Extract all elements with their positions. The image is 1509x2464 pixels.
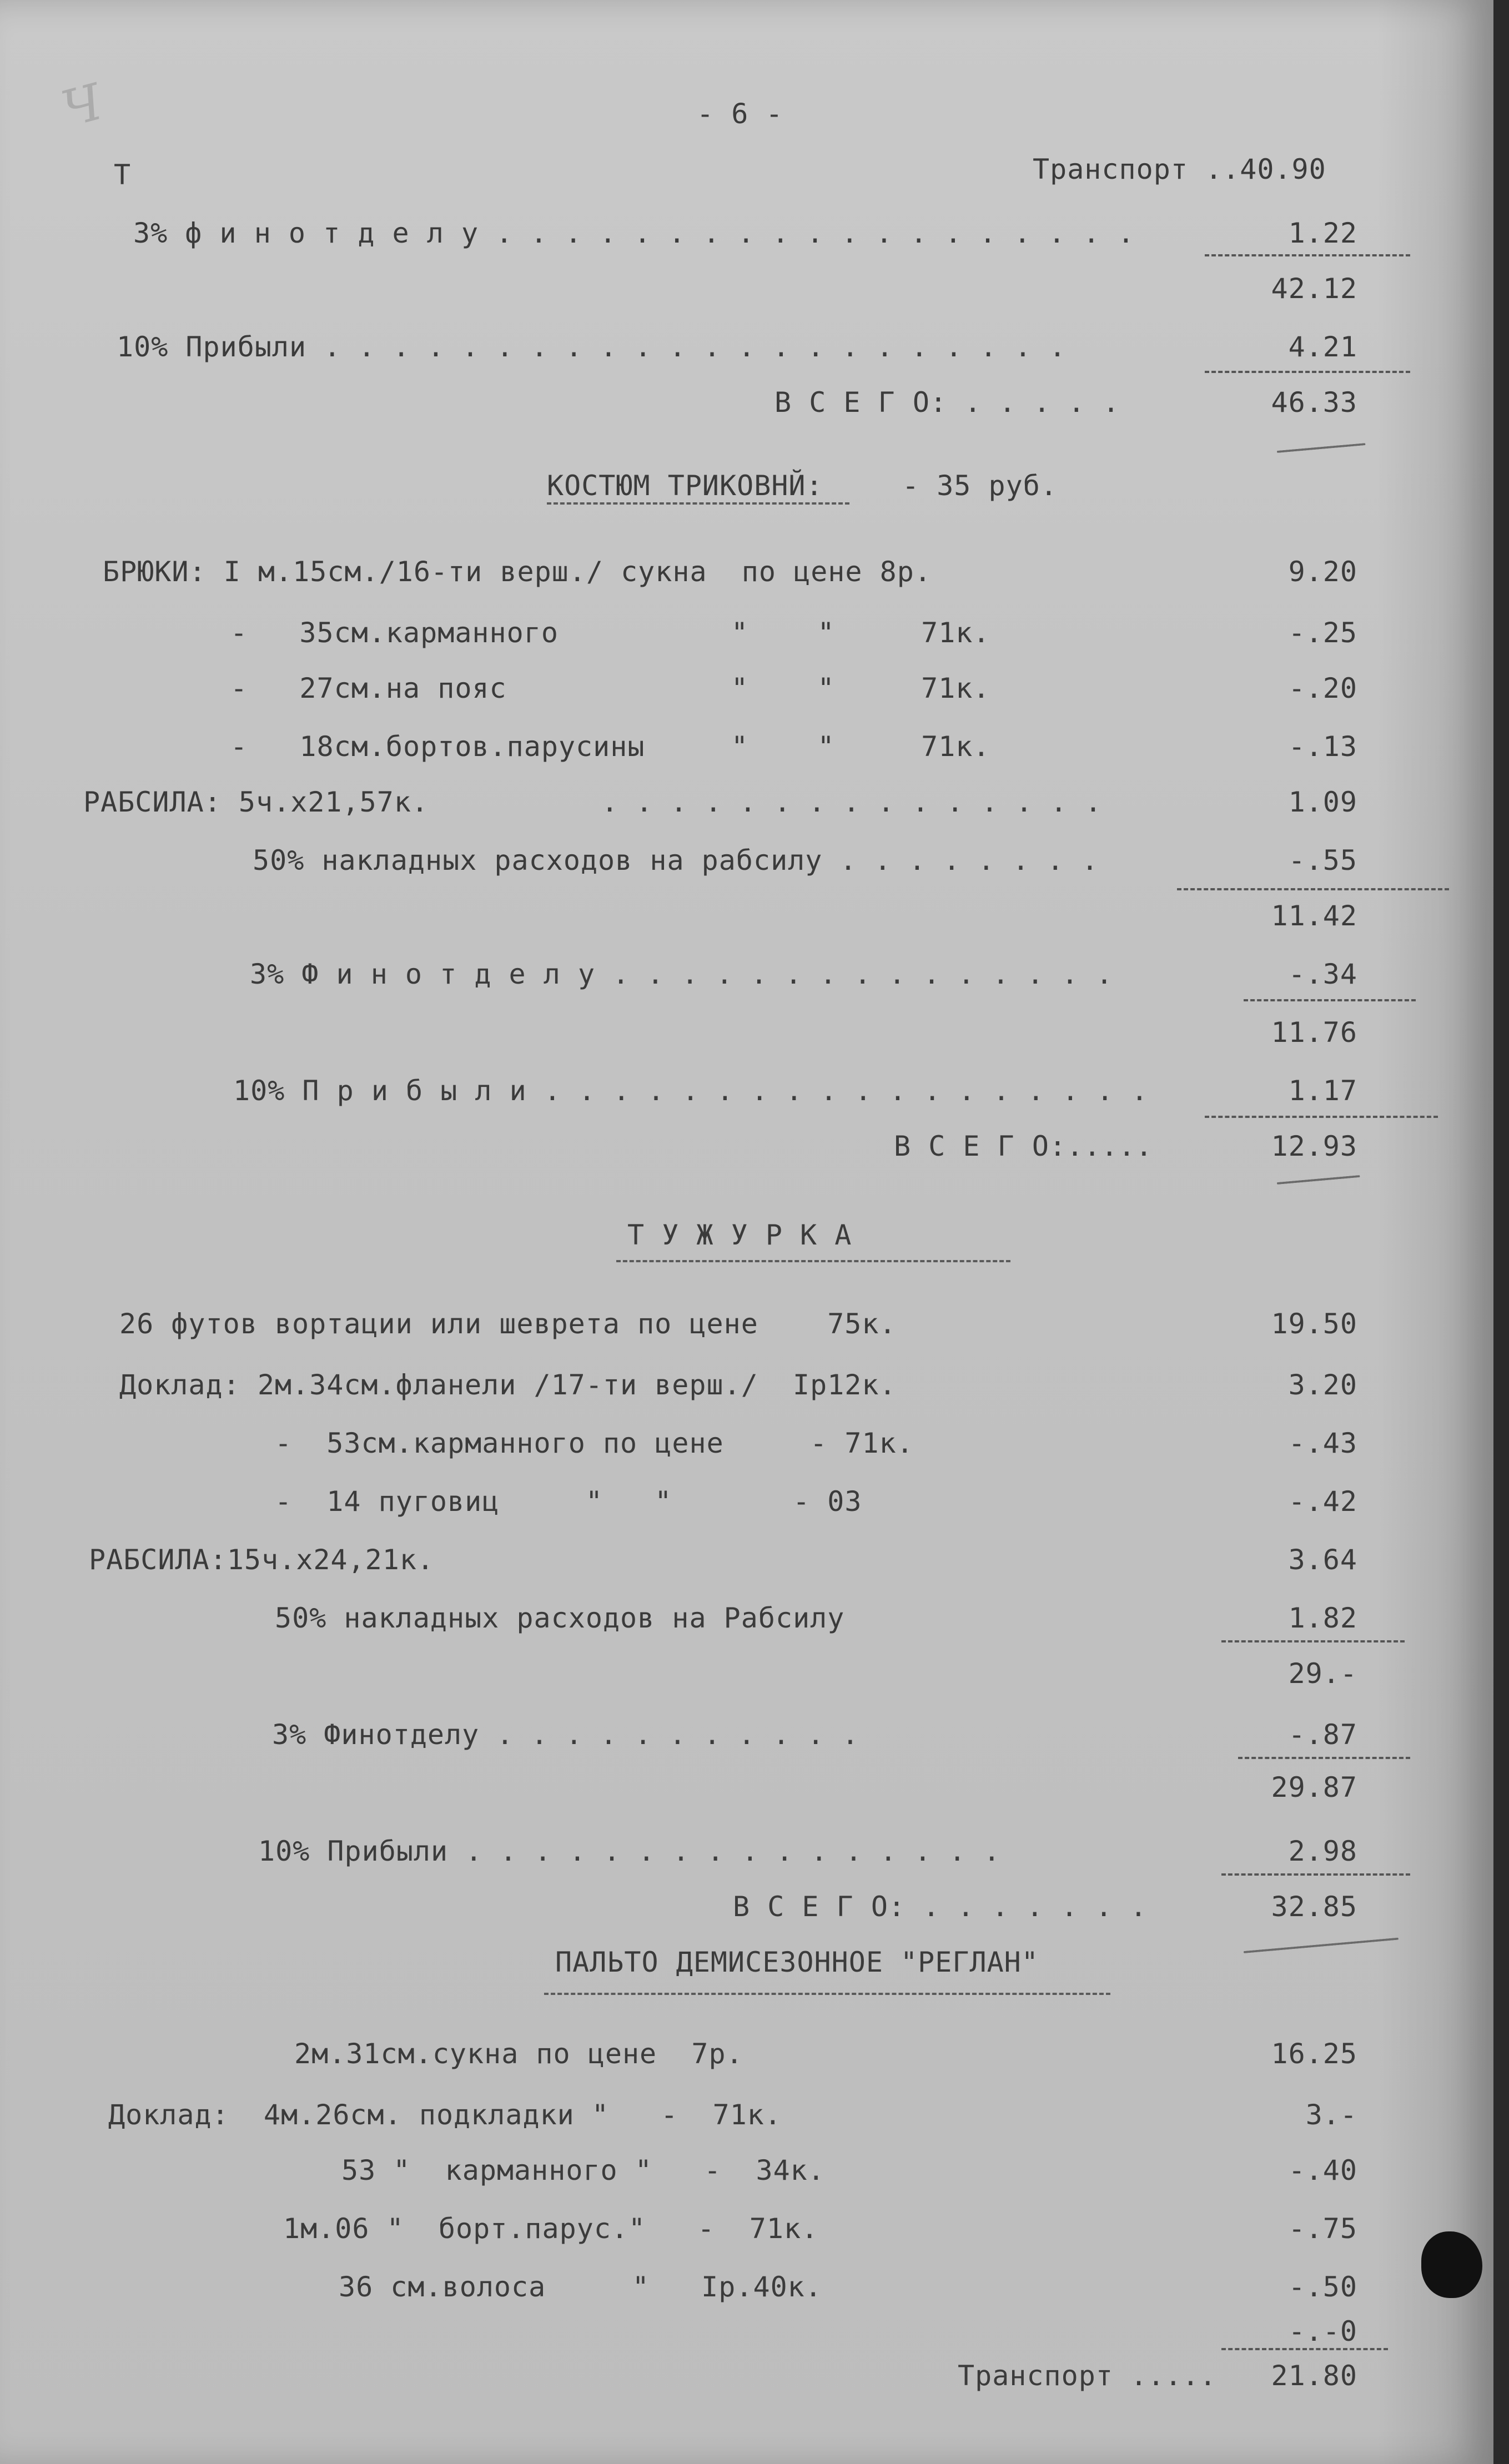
kostyum-row-value: -.55 bbox=[1288, 844, 1357, 876]
subtotal: 42.12 bbox=[1271, 273, 1357, 305]
palto-title: ПАЛЬТО ДЕМИСЕЗОННОЕ "РЕГЛАН" bbox=[555, 1946, 1039, 1978]
palto-last-value: -.-0 bbox=[1288, 2315, 1357, 2347]
vsego-value: 46.33 bbox=[1271, 386, 1357, 419]
finotdel-label: 3% ф и н о т д е л у . . . . . . . . . . . . . . . . . . . bbox=[133, 217, 1135, 249]
sum-rule bbox=[1238, 1757, 1410, 1759]
pribyl-label: 10% Прибыли . . . . . . . . . . . . . . . . . . . . . . bbox=[117, 331, 1067, 363]
palto-row-value: 3.- bbox=[1305, 2099, 1357, 2131]
kostyum-row-value: -.13 bbox=[1288, 730, 1357, 763]
tuzhurka-row-value: 3.20 bbox=[1288, 1369, 1357, 1401]
tuzhurka-row-value: 1.82 bbox=[1288, 1602, 1357, 1634]
kostyum-title: КОСТЮМ ТРИКОВНЙ: bbox=[547, 470, 823, 502]
kostyum-price: - 35 руб. bbox=[902, 470, 1058, 502]
palto-row: 2м.31см.сукна по цене 7р. bbox=[294, 2038, 743, 2070]
tuzhurka-row: РАБСИЛА:15ч.х24,21к. bbox=[89, 1544, 435, 1576]
tuzhurka-row-value: 19.50 bbox=[1271, 1308, 1357, 1340]
palto-row-value: -.40 bbox=[1288, 2154, 1357, 2186]
kostyum-row: - 35см.карманного " " 71к. bbox=[230, 617, 990, 649]
pribyl-value: 4.21 bbox=[1288, 331, 1357, 363]
kostyum-row-value: -.25 bbox=[1288, 617, 1357, 649]
tuzhurka-title: Т У Ж У Р К А bbox=[627, 1219, 852, 1251]
sum-rule bbox=[1177, 888, 1449, 890]
palto-row-value: -.75 bbox=[1288, 2213, 1357, 2245]
sum-rule bbox=[1221, 1873, 1410, 1876]
sum-rule bbox=[1244, 999, 1416, 1001]
tuzhurka-vsego-value: 32.85 bbox=[1271, 1891, 1357, 1923]
kostyum-vsego-value: 12.93 bbox=[1271, 1130, 1357, 1162]
tuzhurka-finotdel-value: -.87 bbox=[1288, 1719, 1357, 1751]
finotdel-value: 1.22 bbox=[1288, 217, 1357, 249]
tuzhurka-row-value: 3.64 bbox=[1288, 1544, 1357, 1576]
pen-swoosh bbox=[1277, 1175, 1360, 1185]
title-underline bbox=[547, 502, 849, 505]
tuzhurka-pribyl-value: 2.98 bbox=[1288, 1835, 1357, 1867]
kostyum-pribyl-label: 10% П р и б ы л и . . . . . . . . . . . . . . . . . . bbox=[233, 1075, 1149, 1107]
palto-row: 53 " карманного " - 34к. bbox=[341, 2154, 825, 2186]
kostyum-row-value: 9.20 bbox=[1288, 556, 1357, 588]
page-number: - 6 - bbox=[697, 98, 783, 130]
kostyum-finotdel-value: -.34 bbox=[1288, 958, 1357, 990]
transport-top: Транспорт ..40.90 bbox=[1033, 153, 1326, 185]
sum-rule bbox=[1205, 1116, 1438, 1118]
corner-mark: Т bbox=[114, 159, 132, 191]
tuzhurka-row: Доклад: 2м.34см.фланели /17-ти верш./ Iр12к. bbox=[119, 1369, 897, 1401]
pencil-mark: Ч bbox=[56, 73, 108, 139]
kostyum-row: - 27см.на пояс " " 71к. bbox=[230, 672, 990, 704]
palto-row: 36 см.волоса " Iр.40к. bbox=[339, 2271, 822, 2303]
kostyum-row-value: -.20 bbox=[1288, 672, 1357, 704]
transport-bottom-label: Транспорт ..... bbox=[958, 2360, 1217, 2392]
kostyum-pribyl-value: 1.17 bbox=[1288, 1075, 1357, 1107]
pen-swoosh bbox=[1277, 443, 1366, 453]
title-underline bbox=[616, 1260, 1010, 1262]
sum-rule bbox=[1221, 2348, 1388, 2350]
kostyum-row: БРЮКИ: I м.15см./16-ти верш./ сукна по цене 8р. bbox=[103, 556, 932, 588]
transport-bottom-value: 21.80 bbox=[1271, 2360, 1357, 2392]
sum-rule bbox=[1221, 1640, 1405, 1642]
palto-row-value: 16.25 bbox=[1271, 2038, 1357, 2070]
sum-rule bbox=[1205, 371, 1410, 373]
palto-row: Доклад: 4м.26см. подкладки " - 71к. bbox=[108, 2099, 782, 2131]
tuzhurka-row-value: -.43 bbox=[1288, 1427, 1357, 1459]
page-edge-shadow bbox=[1377, 0, 1493, 2464]
pen-swoosh bbox=[1244, 1938, 1399, 1953]
tuzhurka-pribyl-label: 10% Прибыли . . . . . . . . . . . . . . . . bbox=[258, 1835, 1001, 1867]
tuzhurka-finotdel-label: 3% Финотделу . . . . . . . . . . . bbox=[272, 1719, 859, 1751]
tuzhurka-subtotal: 29.- bbox=[1288, 1657, 1357, 1690]
tuzhurka-subtotal2: 29.87 bbox=[1271, 1771, 1357, 1803]
tuzhurka-row: - 53см.карманного по цене - 71к. bbox=[275, 1427, 914, 1459]
sum-rule bbox=[1205, 254, 1410, 256]
tuzhurka-vsego-label: В С Е Г О: . . . . . . . bbox=[733, 1891, 1148, 1923]
palto-row: 1м.06 " борт.парус." - 71к. bbox=[283, 2213, 819, 2245]
binder-hole bbox=[1421, 2231, 1482, 2298]
tuzhurka-row: 50% накладных расходов на Рабсилу bbox=[275, 1602, 845, 1634]
tuzhurka-row-value: -.42 bbox=[1288, 1485, 1357, 1518]
kostyum-finotdel-label: 3% Ф и н о т д е л у . . . . . . . . . . . . . . . bbox=[250, 958, 1114, 990]
tuzhurka-row: 26 футов вортации или шеврета по цене 75к. bbox=[119, 1308, 897, 1340]
tuzhurka-row: - 14 пуговиц " " - 03 bbox=[275, 1485, 862, 1518]
kostyum-row: - 18см.бортов.парусины " " 71к. bbox=[230, 730, 990, 763]
kostyum-row: 50% накладных расходов на рабсилу . . . . . . . . bbox=[253, 844, 1099, 876]
kostyum-row-value: 1.09 bbox=[1288, 786, 1357, 818]
palto-row-value: -.50 bbox=[1288, 2271, 1357, 2303]
kostyum-vsego-label: В С Е Г О:..... bbox=[894, 1130, 1153, 1162]
kostyum-row: РАБСИЛА: 5ч.х21,57к. . . . . . . . . . . . . . . . bbox=[83, 786, 1103, 818]
vsego-label: В С Е Г О: . . . . . bbox=[774, 386, 1120, 419]
kostyum-subtotal: 11.42 bbox=[1271, 900, 1357, 932]
title-underline bbox=[544, 1993, 1110, 1995]
kostyum-subtotal2: 11.76 bbox=[1271, 1016, 1357, 1049]
